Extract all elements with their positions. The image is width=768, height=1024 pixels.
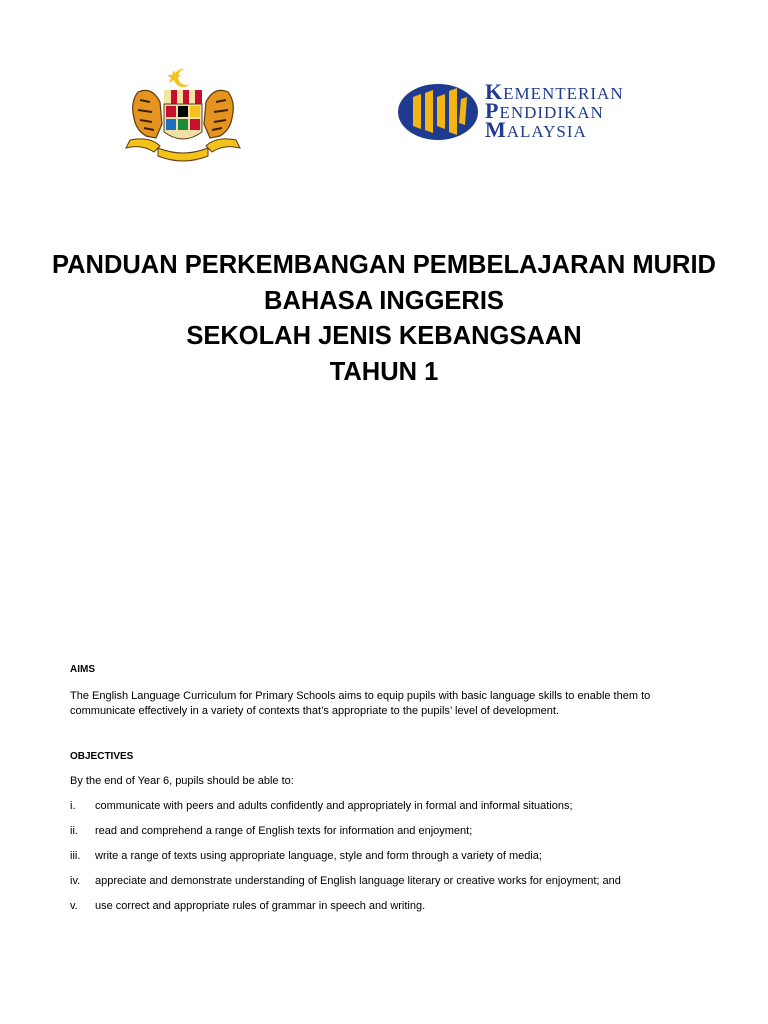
objective-item	[70, 799, 710, 814]
document-title	[20, 248, 748, 390]
kpm-wordmark	[485, 79, 624, 142]
kpm-line-kementerian: KEMENTERIAN	[485, 79, 624, 104]
objective-number: v.	[70, 900, 78, 912]
document-body	[70, 662, 710, 914]
objective-item	[70, 874, 710, 889]
objective-text: appreciate and demonstrate understanding of English language literary or creative works for enjoyment; and	[95, 875, 621, 887]
objective-item	[70, 899, 710, 914]
objectives-heading: OBJECTIVES	[70, 751, 134, 762]
kpm-emblem-icon	[397, 83, 479, 141]
title-line-4: TAHUN 1	[329, 357, 439, 386]
objective-number: iv.	[70, 875, 81, 887]
aims-paragraph: The English Language Curriculum for Primary Schools aims to equip pupils with basic language skills to enable them to communicate effectively in a variety of contexts that’s appropriate to the pupils’ level of development.	[70, 690, 651, 717]
kpm-line-malaysia: MALAYSIA	[485, 117, 587, 142]
objective-text: read and comprehend a range of English texts for information and enjoyment;	[95, 825, 473, 837]
objective-number: ii.	[70, 825, 78, 837]
objective-number: iii.	[70, 850, 81, 862]
objective-item	[70, 824, 710, 839]
coat-of-arms-icon	[120, 66, 246, 166]
kementerian-pendidikan-malaysia-logo	[397, 79, 687, 142]
objective-text: communicate with peers and adults confidently and appropriately in formal and informal situations;	[95, 800, 573, 812]
title-line-2: BAHASA INGGERIS	[264, 286, 504, 315]
kpm-line-pendidikan: PENDIDIKAN	[485, 98, 604, 123]
title-line-3: SEKOLAH JENIS KEBANGSAAN	[186, 322, 582, 350]
objective-item	[70, 849, 710, 864]
objective-text: use correct and appropriate rules of grammar in speech and writing.	[95, 900, 426, 912]
aims-heading: AIMS	[70, 664, 95, 675]
objective-text: write a range of texts using appropriate language, style and form through a variety of media;	[95, 850, 542, 862]
malaysia-coat-of-arms-logo	[120, 66, 246, 166]
objectives-intro: By the end of Year 6, pupils should be able to:	[70, 775, 294, 787]
objective-number: i.	[70, 800, 76, 812]
title-line-1: PANDUAN PERKEMBANGAN PEMBELAJARAN MURID	[52, 251, 716, 279]
